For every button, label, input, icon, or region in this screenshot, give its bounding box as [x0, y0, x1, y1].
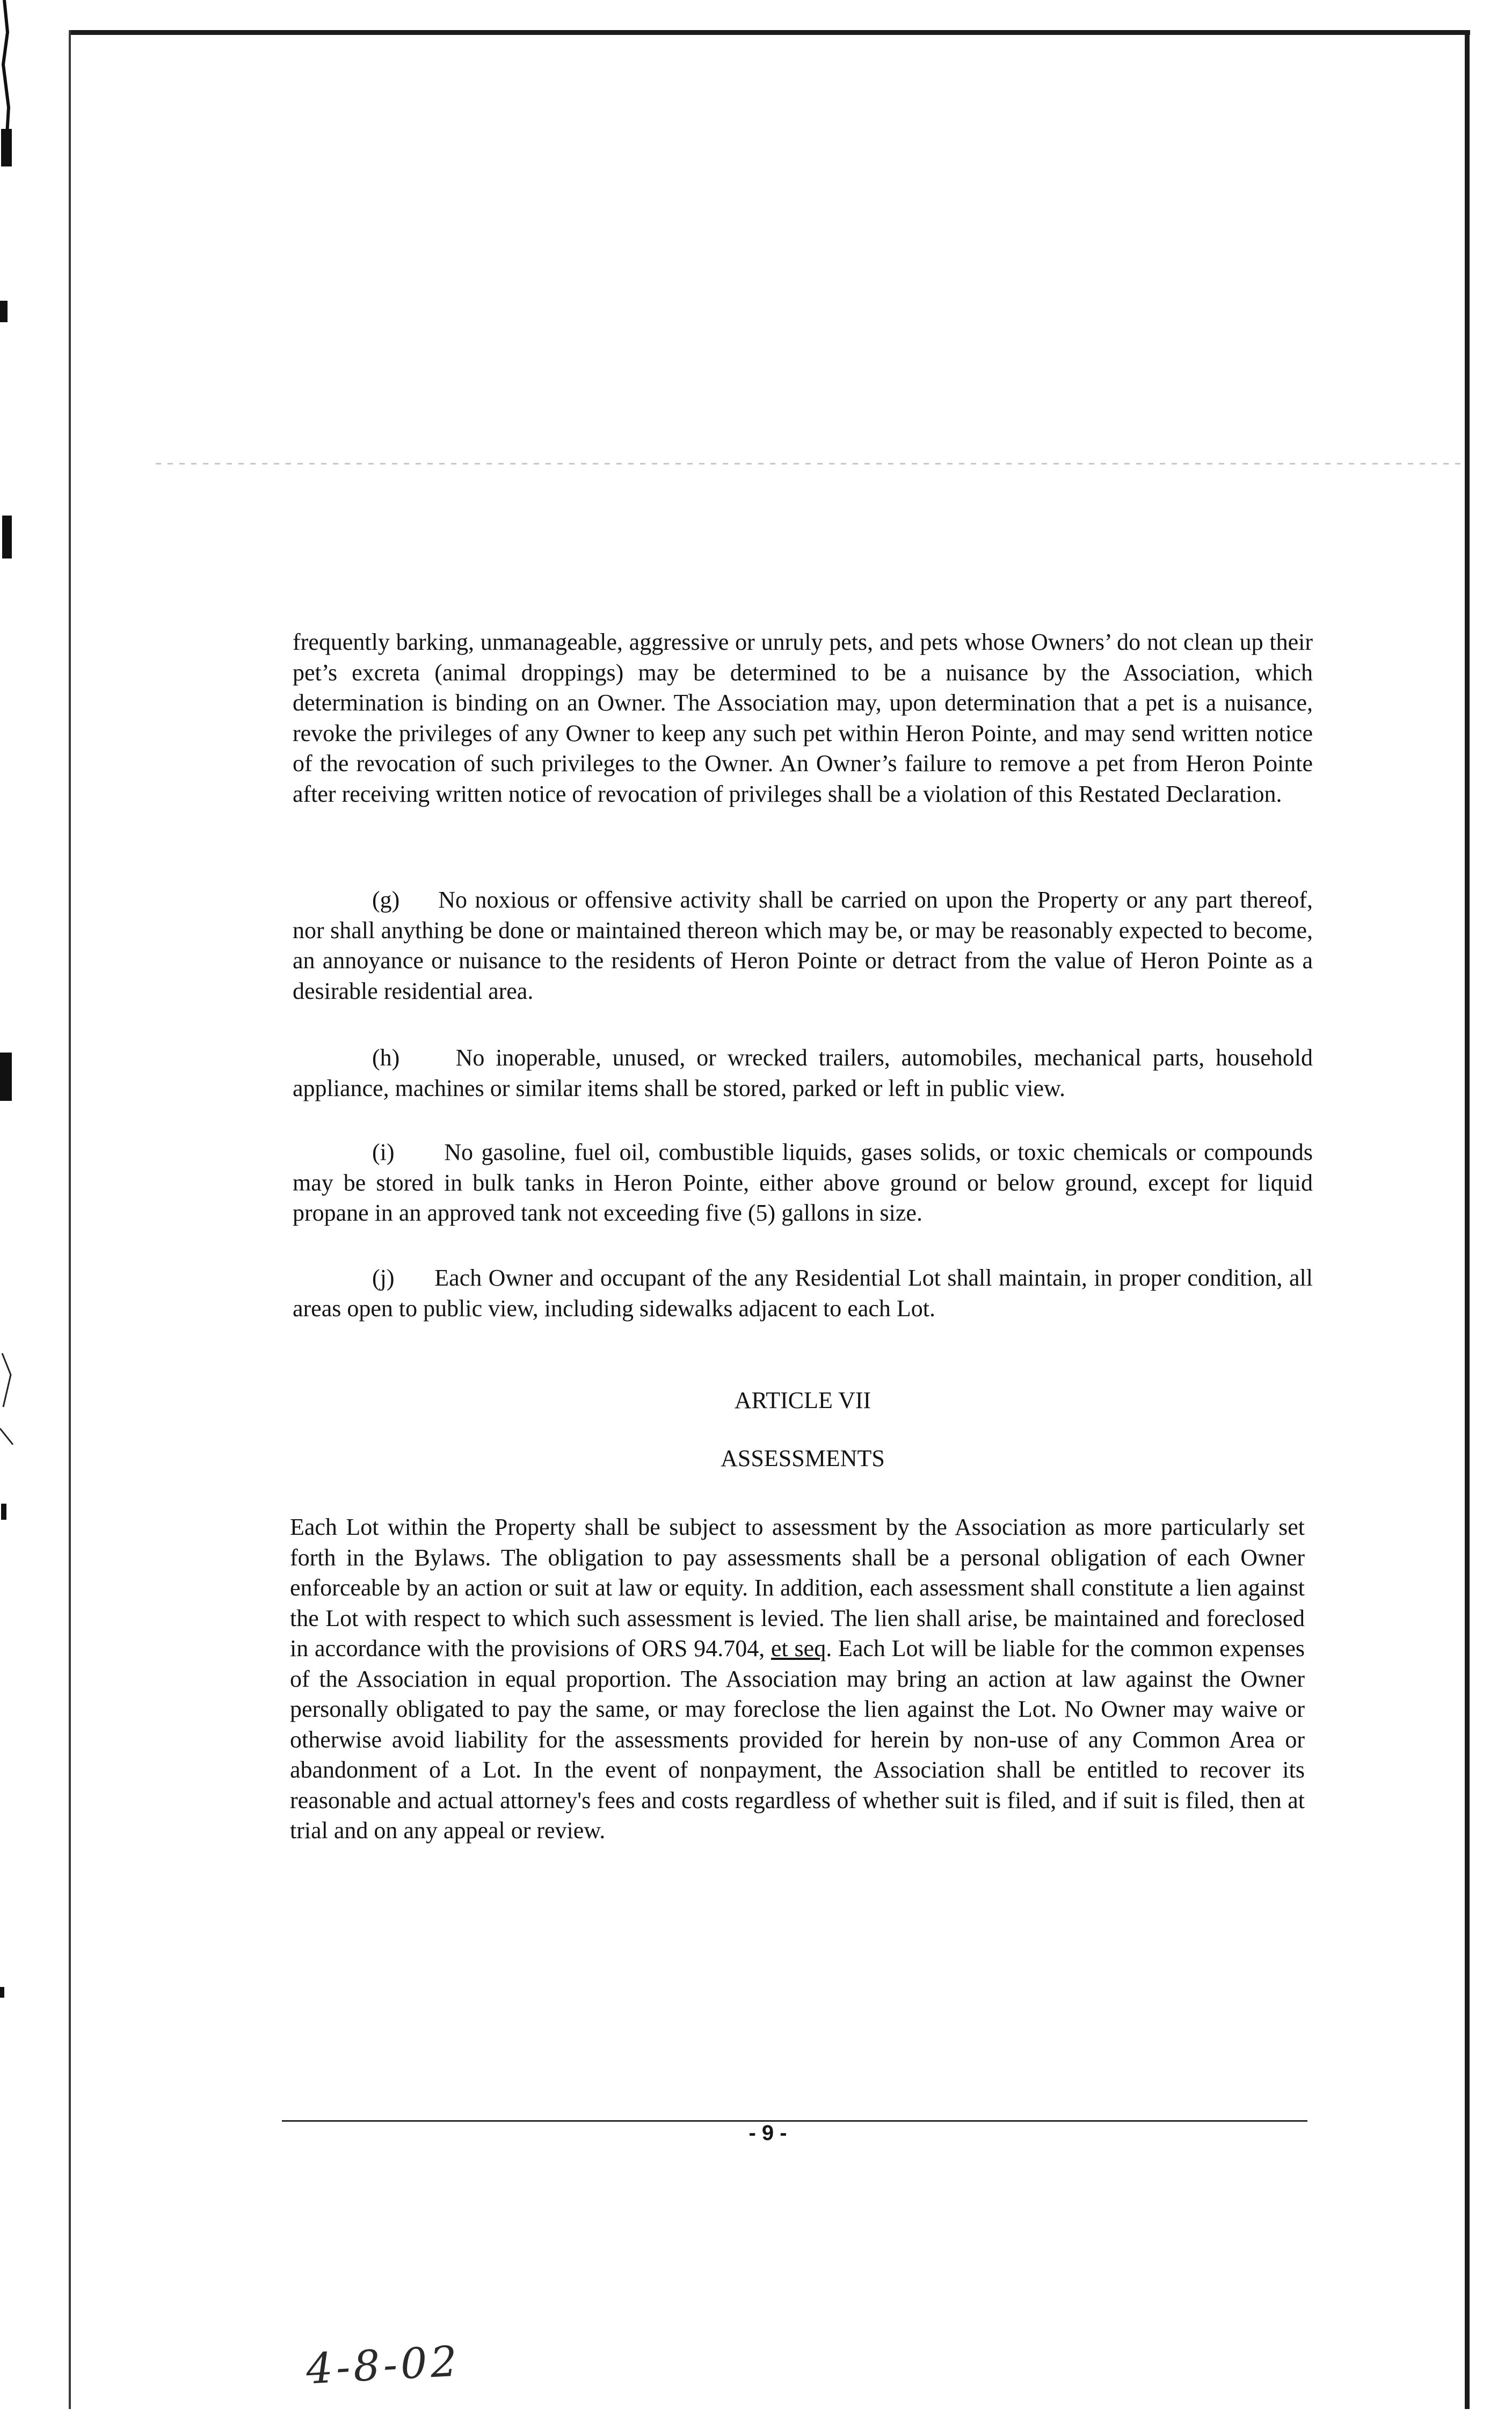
item-label: (h): [372, 1044, 400, 1071]
page-number: - 9 -: [748, 2121, 787, 2145]
article-number: ARTICLE VII: [734, 1387, 871, 1413]
covenant-item-g: [293, 885, 1313, 1006]
item-text: No inoperable, unused, or wrecked trailers, automobiles, mechanical parts, household appliance, machines or similar items shall be stored, parked or left in public view.: [293, 1044, 1313, 1101]
assessments-text-continued: . Each Lot will be liable for the common expenses of the Association in equal proportion. The Association may bring an action at law against the Owner personally obligated to pay the same, or may foreclose the lien against the Lot. No Owner may waive or otherwise avoid liability for the assessments provided for herein by non-use of any Common Area or abandonment of a Lot. In the event of nonpayment, the Association shall be entitled to recover its reasonable and actual attorney's fees and costs regardless of whether suit is filed, and if suit is filed, then at trial and on any appeal or review.: [290, 1635, 1305, 1844]
paragraph-pets-continuation: frequently barking, unmanageable, aggressive or unruly pets, and pets whose Owners’ do not clean up their pet’s excreta (animal droppings) may be determined to be a nuisance by the Association, which determination is binding on an Owner. The Association may, upon determination that a pet is a nuisance, revoke the privileges of any Owner to keep any such pet within Heron Pointe, and may send written notice of the revocation of such privileges to the Owner. An Owner’s failure to remove a pet from Heron Pointe after receiving written notice of revocation of privileges shall be a violation of this Restated Declaration.: [293, 629, 1313, 807]
paragraph-assessments: [290, 1512, 1305, 1846]
page-frame-left-rule: [69, 30, 71, 2409]
article-title: ASSESSMENTS: [721, 1445, 885, 1471]
citation-et-seq: et seq: [771, 1635, 826, 1662]
covenant-item-i: [293, 1137, 1313, 1229]
page-frame-right-rule: [1465, 30, 1470, 2409]
item-text: Each Owner and occupant of the any Residential Lot shall maintain, in proper condition, all areas open to public view, including sidewalks adjacent to each Lot.: [293, 1265, 1313, 1322]
item-label: (j): [372, 1265, 395, 1291]
item-label: (g): [372, 887, 400, 913]
covenant-item-h: [293, 1043, 1313, 1104]
page-frame-top-rule: [69, 30, 1470, 35]
handwritten-date-annotation: 4-8-02: [304, 2337, 462, 2394]
item-label: (i): [372, 1139, 395, 1165]
item-text: No gasoline, fuel oil, combustible liquids, gases solids, or toxic chemicals or compounds may be stored in bulk tanks in Heron Pointe, either above ground or below ground, except for liquid propane in an approved tank not exceeding five (5) gallons in size.: [293, 1139, 1313, 1226]
covenant-item-j: [293, 1263, 1313, 1324]
item-text: No noxious or offensive activity shall be carried on upon the Property or any part thereof, nor shall anything be done or maintained thereon which may be, or may be reasonably expected to become, an annoyance or nuisance to the residents of Heron Pointe or detract from the value of Heron Pointe as a desirable residential area.: [293, 887, 1313, 1004]
assessments-text: Each Lot within the Property shall be subject to assessment by the Association as more particularly set forth in the Bylaws. The obligation to pay assessments shall be a personal obligation of each Owner enforceable by an action or suit at law or equity. In addition, each assessment shall constitute a lien against the Lot with respect to which such assessment is levied. The lien shall arise, be maintained and foreclosed in accordance with the provisions of ORS 94.704,: [290, 1514, 1305, 1662]
scan-artifact-band: [156, 463, 1460, 465]
binding-edge-scan-marks: [0, 0, 32, 2423]
